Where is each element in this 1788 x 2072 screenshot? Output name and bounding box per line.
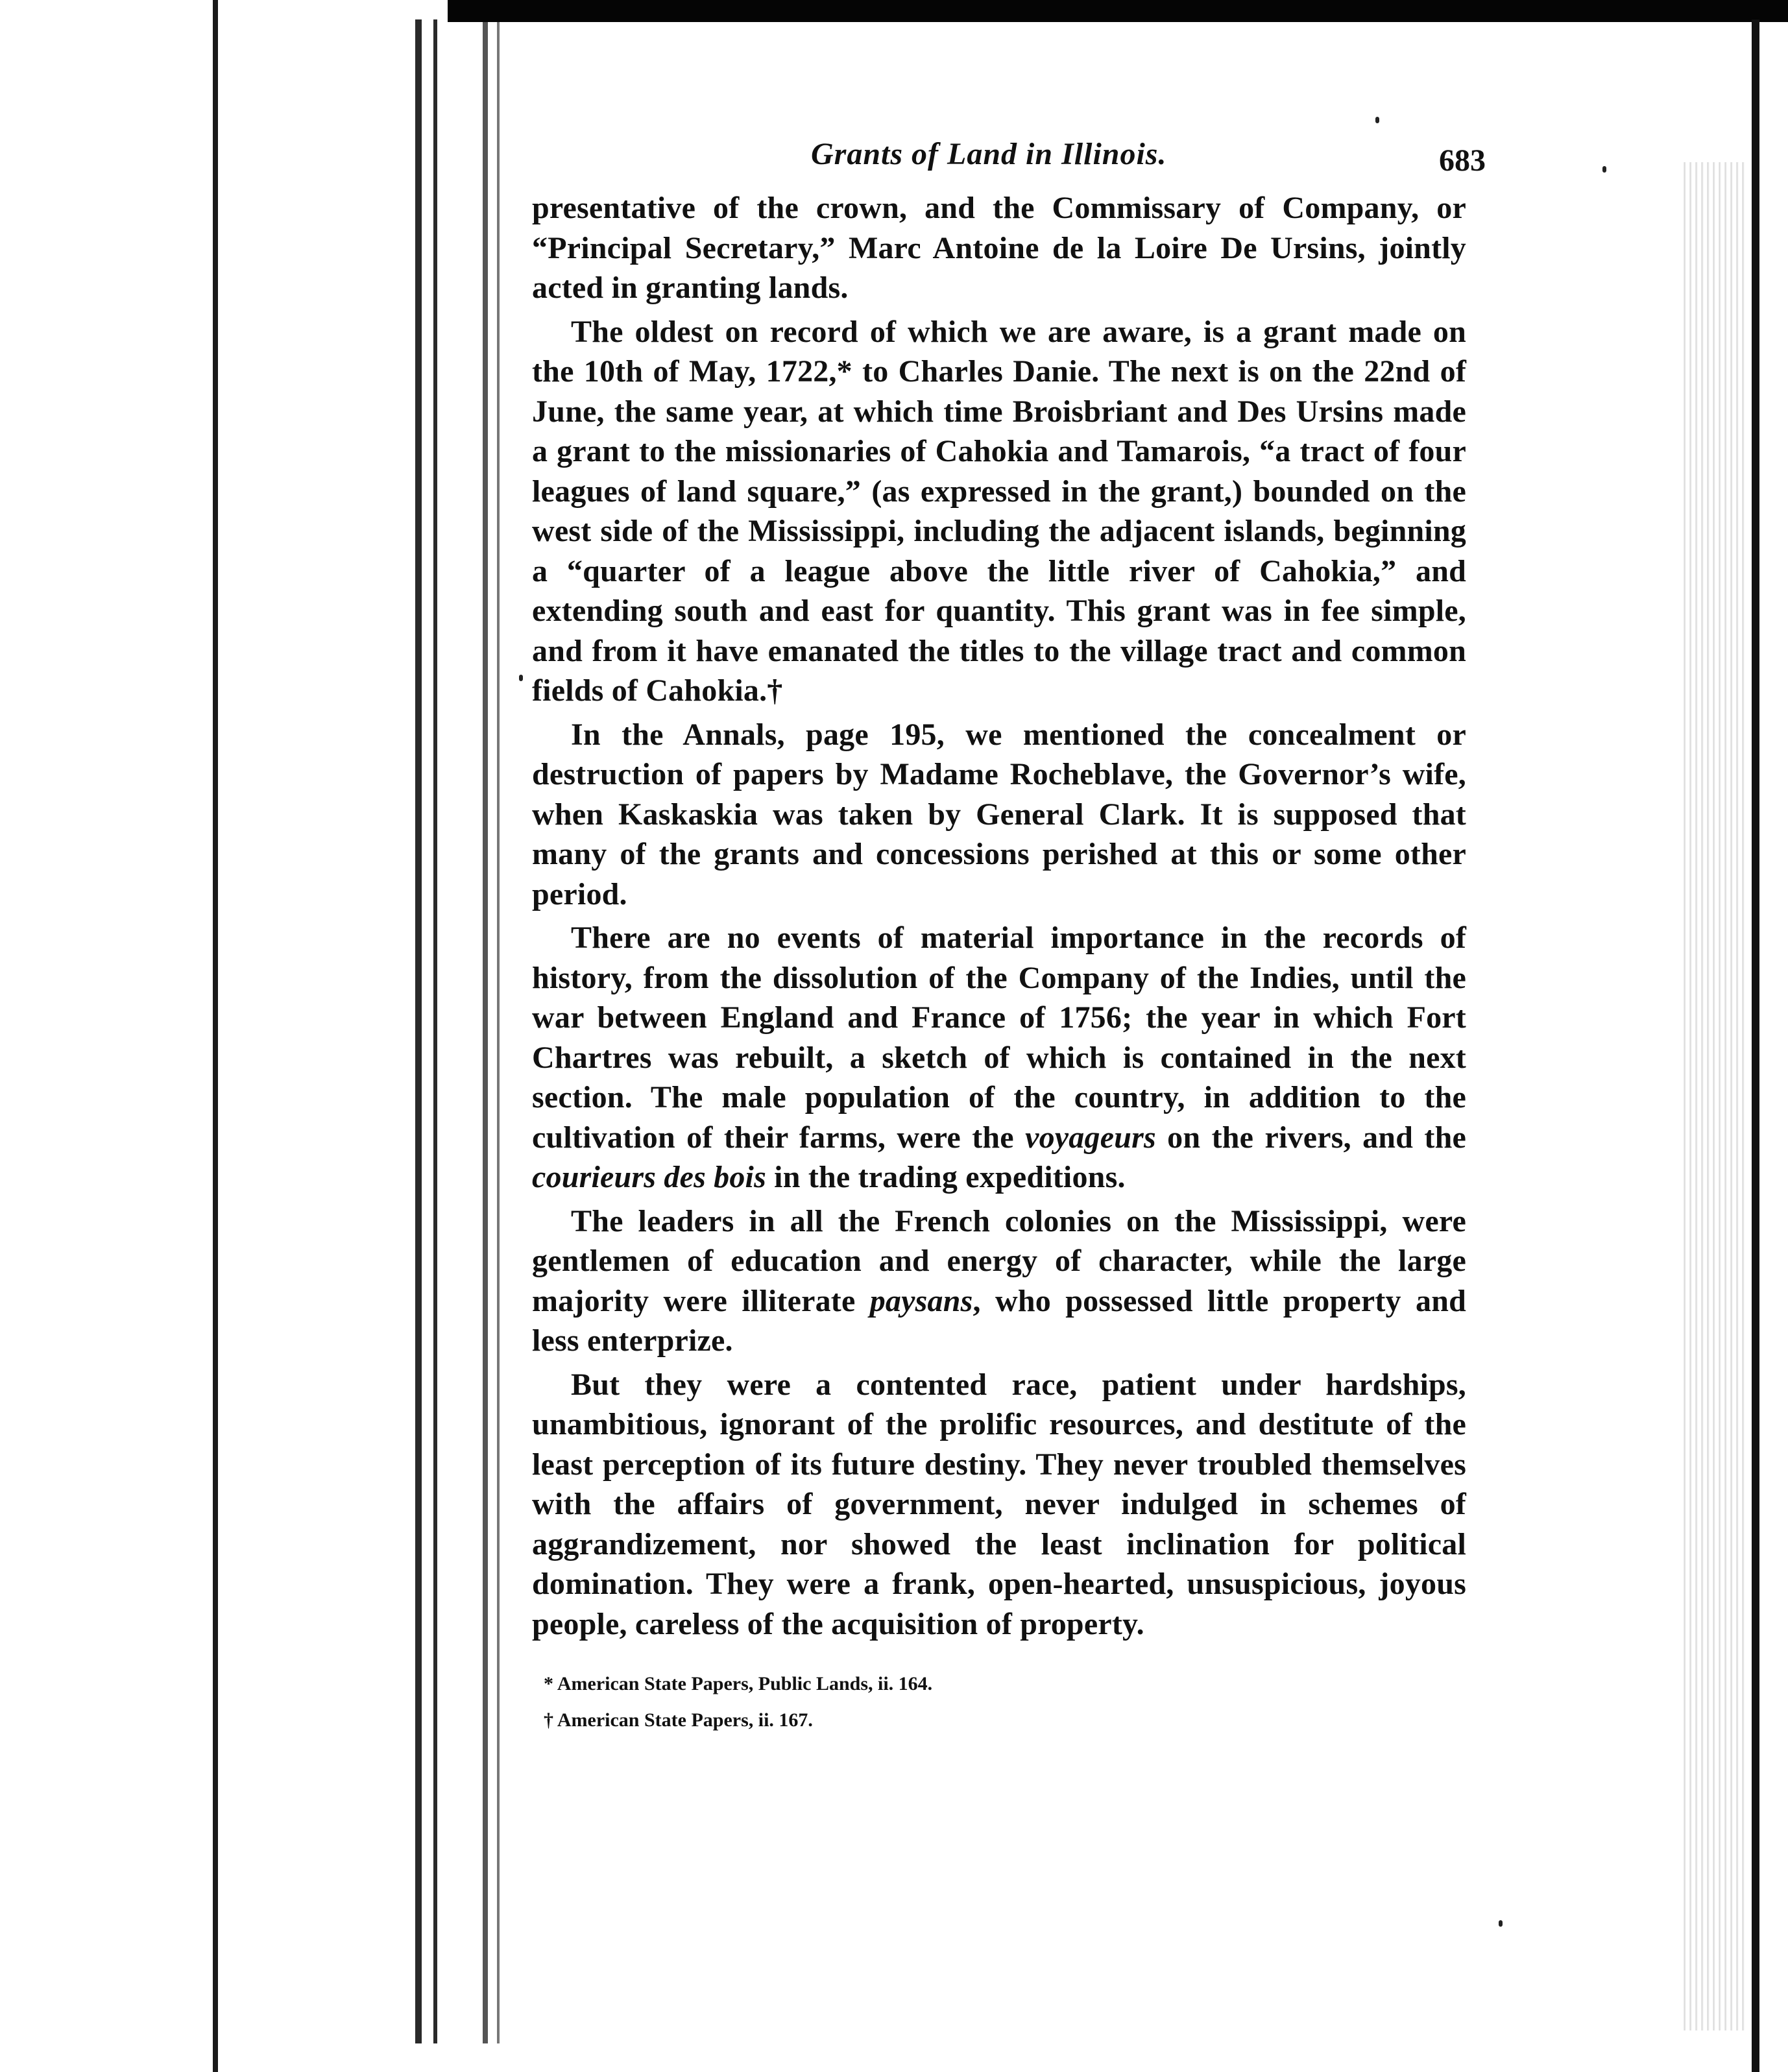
paragraph xyxy=(532,1201,1466,1361)
paragraph xyxy=(532,188,1466,308)
paragraph-text: presentative of the crown, and the Commissary of Company, or “Principal Secretary,” Marc Antoine de la Loire De Ursins, jointly acted in granting lands. xyxy=(532,191,1466,305)
scan-speck xyxy=(1375,117,1379,123)
gutter-shadow-line xyxy=(483,19,488,2043)
running-head-title: Grants of Land in Illinois. xyxy=(811,137,1167,171)
italic-term: voyageurs xyxy=(1025,1120,1156,1155)
italic-term: courieurs des bois xyxy=(532,1160,766,1194)
left-facing-page-edge xyxy=(0,0,218,2072)
gutter-shadow-line xyxy=(497,19,500,2043)
paragraph-text: in the trading expeditions. xyxy=(766,1160,1126,1194)
book-page xyxy=(532,130,1486,1739)
scanner-top-border xyxy=(448,0,1788,22)
paragraph-text: The oldest on record of which we are aware, is a grant made on the 10th of May, 1722,* to Charles Danie. The next is on the 22nd of June, the same year, at which time Broisbriant and Des Ursins made a grant to the missionaries of Cahokia and Tamarois, “a tract of four leagues of land square,” (as expressed in the grant,) bounded on the west side of the Mississippi, including the adjacent islands, beginning a “quarter of a league above the little river of Cahokia,” and extending south and east for quantity. This grant was in fee simple, and from it have emanated the titles to the village tract and common fields of Cahokia.† xyxy=(532,314,1466,708)
footnotes xyxy=(532,1666,1466,1739)
scan-speck xyxy=(1499,1920,1503,1927)
paragraph-text: But they were a contented race, patient under hardships, unambitious, ignorant of the prolific resources, and destitute of the least perception of its future destiny. They never troubled themselves with the affairs of government, never indulged in schemes of aggrandizement, nor showed the least inclination for political domination. They were a frank, open-hearted, unsuspicious, joyous people, careless of the acquisition of property. xyxy=(532,1367,1466,1641)
gutter-shadow-line xyxy=(415,19,422,2043)
paragraph-text: , who possessed little property and less enterprize. xyxy=(532,1283,1467,1358)
scan-speck xyxy=(1602,166,1606,173)
paragraph-text: There are no events of material importance in the records of history, from the dissolution of the Company of the Indies, until the war between England and France of 1756; the year in which Fort Chartres was rebuilt, a sketch of which is contained in the next section. The male population of the country, in addition to the cultivation of their farms, were the xyxy=(532,921,1466,1155)
body-text xyxy=(532,188,1466,1644)
paragraph-text: on the rivers, and the xyxy=(1155,1120,1466,1155)
right-scan-border xyxy=(1752,19,1759,2072)
scan-speck xyxy=(519,675,523,681)
book-gutter xyxy=(218,0,432,2072)
paragraph-text: In the Annals, page 195, we mentioned the concealment or destruction of papers by Madame Rocheblave, the Governor’s wife, when Kaskaskia was taken by General Clark. It is supposed that many of the grants and concessions perished at this or some other period. xyxy=(532,717,1466,911)
footnote: † American State Papers, ii. 167. xyxy=(544,1709,813,1731)
gutter-shadow-line xyxy=(433,19,437,2043)
paragraph xyxy=(532,1365,1466,1644)
paragraph xyxy=(532,918,1466,1198)
paragraph xyxy=(532,715,1466,915)
paragraph xyxy=(532,312,1466,711)
footnote: * American State Papers, Public Lands, ii. 164. xyxy=(544,1673,933,1694)
paragraph-text: The leaders in all the French colonies on the Mississippi, were gentlemen of education and energy of character, while the large majority were illiterate xyxy=(532,1203,1466,1318)
page-stack-edge xyxy=(1680,162,1745,2030)
page-number: 683 xyxy=(1439,143,1486,178)
italic-term: paysans xyxy=(869,1283,973,1318)
running-head xyxy=(532,130,1486,188)
